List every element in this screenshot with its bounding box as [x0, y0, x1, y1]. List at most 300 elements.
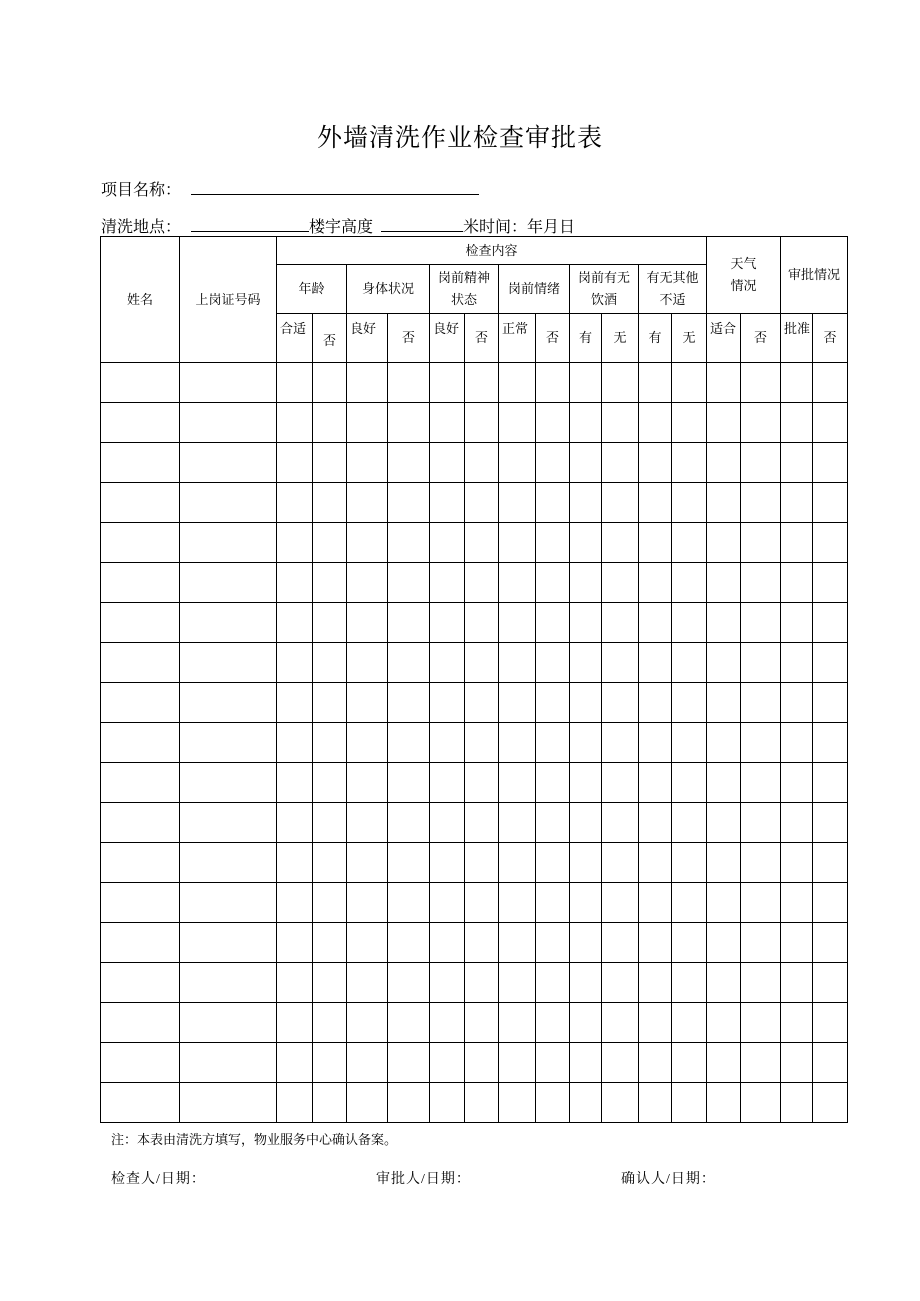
entry-cell[interactable]	[570, 563, 602, 603]
entry-cell[interactable]	[277, 603, 313, 643]
entry-cell[interactable]	[277, 1083, 313, 1123]
entry-cell[interactable]	[499, 1083, 536, 1123]
entry-cell[interactable]	[313, 923, 347, 963]
entry-cell[interactable]	[781, 763, 813, 803]
entry-cell[interactable]	[639, 643, 672, 683]
entry-cell[interactable]	[741, 883, 781, 923]
entry-cell[interactable]	[180, 963, 277, 1003]
entry-cell[interactable]	[180, 843, 277, 883]
entry-cell[interactable]	[388, 923, 430, 963]
entry-cell[interactable]	[180, 803, 277, 843]
entry-cell[interactable]	[430, 563, 465, 603]
entry-cell[interactable]	[536, 363, 570, 403]
entry-cell[interactable]	[707, 643, 741, 683]
entry-cell[interactable]	[388, 763, 430, 803]
entry-cell[interactable]	[499, 803, 536, 843]
entry-cell[interactable]	[388, 483, 430, 523]
entry-cell[interactable]	[430, 923, 465, 963]
entry-cell[interactable]	[347, 363, 388, 403]
entry-cell[interactable]	[570, 683, 602, 723]
entry-cell[interactable]	[388, 1083, 430, 1123]
entry-cell[interactable]	[741, 603, 781, 643]
entry-cell[interactable]	[347, 683, 388, 723]
entry-cell[interactable]	[347, 803, 388, 843]
entry-cell[interactable]	[347, 603, 388, 643]
entry-cell[interactable]	[781, 803, 813, 843]
entry-cell[interactable]	[602, 923, 639, 963]
entry-cell[interactable]	[741, 523, 781, 563]
entry-cell[interactable]	[347, 963, 388, 1003]
entry-cell[interactable]	[672, 363, 707, 403]
entry-cell[interactable]	[741, 963, 781, 1003]
entry-cell[interactable]	[277, 803, 313, 843]
entry-cell[interactable]	[313, 763, 347, 803]
entry-cell[interactable]	[781, 923, 813, 963]
entry-cell[interactable]	[707, 403, 741, 443]
entry-cell[interactable]	[672, 1083, 707, 1123]
entry-cell[interactable]	[499, 683, 536, 723]
entry-cell[interactable]	[813, 723, 848, 763]
entry-cell[interactable]	[101, 483, 180, 523]
entry-cell[interactable]	[672, 483, 707, 523]
entry-cell[interactable]	[813, 563, 848, 603]
entry-cell[interactable]	[180, 603, 277, 643]
entry-cell[interactable]	[813, 1083, 848, 1123]
entry-cell[interactable]	[570, 843, 602, 883]
entry-cell[interactable]	[499, 1003, 536, 1043]
entry-cell[interactable]	[101, 683, 180, 723]
entry-cell[interactable]	[388, 563, 430, 603]
entry-cell[interactable]	[639, 563, 672, 603]
entry-cell[interactable]	[499, 843, 536, 883]
entry-cell[interactable]	[430, 403, 465, 443]
entry-cell[interactable]	[313, 683, 347, 723]
entry-cell[interactable]	[570, 763, 602, 803]
entry-cell[interactable]	[813, 683, 848, 723]
entry-cell[interactable]	[347, 403, 388, 443]
entry-cell[interactable]	[707, 523, 741, 563]
entry-cell[interactable]	[741, 363, 781, 403]
entry-cell[interactable]	[781, 723, 813, 763]
entry-cell[interactable]	[499, 883, 536, 923]
entry-cell[interactable]	[388, 443, 430, 483]
entry-cell[interactable]	[813, 763, 848, 803]
entry-cell[interactable]	[388, 803, 430, 843]
entry-cell[interactable]	[277, 483, 313, 523]
entry-cell[interactable]	[465, 803, 499, 843]
entry-cell[interactable]	[570, 443, 602, 483]
entry-cell[interactable]	[741, 923, 781, 963]
entry-cell[interactable]	[741, 563, 781, 603]
entry-cell[interactable]	[465, 843, 499, 883]
entry-cell[interactable]	[465, 603, 499, 643]
entry-cell[interactable]	[602, 363, 639, 403]
entry-cell[interactable]	[602, 603, 639, 643]
entry-cell[interactable]	[499, 643, 536, 683]
entry-cell[interactable]	[741, 443, 781, 483]
entry-cell[interactable]	[313, 523, 347, 563]
entry-cell[interactable]	[672, 963, 707, 1003]
entry-cell[interactable]	[499, 763, 536, 803]
entry-cell[interactable]	[277, 723, 313, 763]
entry-cell[interactable]	[707, 1083, 741, 1123]
entry-cell[interactable]	[499, 723, 536, 763]
entry-cell[interactable]	[536, 683, 570, 723]
entry-cell[interactable]	[536, 1083, 570, 1123]
entry-cell[interactable]	[499, 443, 536, 483]
entry-cell[interactable]	[430, 523, 465, 563]
entry-cell[interactable]	[672, 723, 707, 763]
entry-cell[interactable]	[602, 523, 639, 563]
entry-cell[interactable]	[707, 763, 741, 803]
entry-cell[interactable]	[639, 843, 672, 883]
entry-cell[interactable]	[707, 443, 741, 483]
entry-cell[interactable]	[707, 1003, 741, 1043]
entry-cell[interactable]	[639, 1003, 672, 1043]
entry-cell[interactable]	[313, 843, 347, 883]
entry-cell[interactable]	[430, 443, 465, 483]
entry-cell[interactable]	[570, 603, 602, 643]
entry-cell[interactable]	[465, 483, 499, 523]
entry-cell[interactable]	[388, 403, 430, 443]
entry-cell[interactable]	[388, 603, 430, 643]
entry-cell[interactable]	[101, 883, 180, 923]
entry-cell[interactable]	[101, 403, 180, 443]
entry-cell[interactable]	[707, 923, 741, 963]
entry-cell[interactable]	[180, 523, 277, 563]
entry-cell[interactable]	[465, 523, 499, 563]
entry-cell[interactable]	[781, 403, 813, 443]
entry-cell[interactable]	[741, 403, 781, 443]
entry-cell[interactable]	[639, 1083, 672, 1123]
entry-cell[interactable]	[465, 1083, 499, 1123]
entry-cell[interactable]	[536, 883, 570, 923]
entry-cell[interactable]	[388, 523, 430, 563]
entry-cell[interactable]	[602, 403, 639, 443]
height-field[interactable]	[381, 215, 463, 232]
entry-cell[interactable]	[430, 1083, 465, 1123]
entry-cell[interactable]	[430, 483, 465, 523]
entry-cell[interactable]	[101, 603, 180, 643]
entry-cell[interactable]	[639, 763, 672, 803]
entry-cell[interactable]	[277, 923, 313, 963]
entry-cell[interactable]	[536, 483, 570, 523]
entry-cell[interactable]	[101, 923, 180, 963]
entry-cell[interactable]	[180, 403, 277, 443]
entry-cell[interactable]	[570, 803, 602, 843]
entry-cell[interactable]	[570, 403, 602, 443]
entry-cell[interactable]	[180, 1003, 277, 1043]
entry-cell[interactable]	[781, 843, 813, 883]
entry-cell[interactable]	[741, 483, 781, 523]
entry-cell[interactable]	[180, 883, 277, 923]
entry-cell[interactable]	[499, 1043, 536, 1083]
entry-cell[interactable]	[570, 483, 602, 523]
entry-cell[interactable]	[180, 723, 277, 763]
entry-cell[interactable]	[813, 403, 848, 443]
entry-cell[interactable]	[101, 563, 180, 603]
entry-cell[interactable]	[781, 443, 813, 483]
entry-cell[interactable]	[781, 963, 813, 1003]
entry-cell[interactable]	[602, 843, 639, 883]
entry-cell[interactable]	[499, 923, 536, 963]
entry-cell[interactable]	[741, 723, 781, 763]
entry-cell[interactable]	[180, 563, 277, 603]
entry-cell[interactable]	[672, 443, 707, 483]
entry-cell[interactable]	[707, 803, 741, 843]
entry-cell[interactable]	[707, 363, 741, 403]
entry-cell[interactable]	[430, 723, 465, 763]
entry-cell[interactable]	[313, 963, 347, 1003]
entry-cell[interactable]	[813, 483, 848, 523]
entry-cell[interactable]	[602, 763, 639, 803]
entry-cell[interactable]	[672, 603, 707, 643]
entry-cell[interactable]	[277, 963, 313, 1003]
entry-cell[interactable]	[741, 803, 781, 843]
entry-cell[interactable]	[536, 523, 570, 563]
entry-cell[interactable]	[430, 1003, 465, 1043]
entry-cell[interactable]	[430, 683, 465, 723]
entry-cell[interactable]	[536, 963, 570, 1003]
entry-cell[interactable]	[465, 723, 499, 763]
entry-cell[interactable]	[570, 363, 602, 403]
entry-cell[interactable]	[639, 603, 672, 643]
entry-cell[interactable]	[277, 363, 313, 403]
entry-cell[interactable]	[672, 1043, 707, 1083]
entry-cell[interactable]	[741, 843, 781, 883]
entry-cell[interactable]	[781, 363, 813, 403]
entry-cell[interactable]	[101, 523, 180, 563]
entry-cell[interactable]	[536, 643, 570, 683]
entry-cell[interactable]	[602, 1083, 639, 1123]
entry-cell[interactable]	[180, 1083, 277, 1123]
entry-cell[interactable]	[277, 843, 313, 883]
entry-cell[interactable]	[602, 443, 639, 483]
entry-cell[interactable]	[388, 1043, 430, 1083]
entry-cell[interactable]	[465, 1003, 499, 1043]
entry-cell[interactable]	[277, 563, 313, 603]
entry-cell[interactable]	[602, 643, 639, 683]
entry-cell[interactable]	[781, 483, 813, 523]
entry-cell[interactable]	[672, 563, 707, 603]
entry-cell[interactable]	[313, 563, 347, 603]
entry-cell[interactable]	[707, 563, 741, 603]
entry-cell[interactable]	[277, 643, 313, 683]
entry-cell[interactable]	[781, 683, 813, 723]
entry-cell[interactable]	[707, 723, 741, 763]
entry-cell[interactable]	[277, 403, 313, 443]
entry-cell[interactable]	[813, 1003, 848, 1043]
entry-cell[interactable]	[347, 443, 388, 483]
entry-cell[interactable]	[781, 1003, 813, 1043]
entry-cell[interactable]	[672, 803, 707, 843]
entry-cell[interactable]	[465, 1043, 499, 1083]
entry-cell[interactable]	[672, 763, 707, 803]
entry-cell[interactable]	[813, 923, 848, 963]
entry-cell[interactable]	[570, 923, 602, 963]
entry-cell[interactable]	[781, 643, 813, 683]
entry-cell[interactable]	[313, 643, 347, 683]
entry-cell[interactable]	[430, 803, 465, 843]
entry-cell[interactable]	[313, 723, 347, 763]
entry-cell[interactable]	[639, 1043, 672, 1083]
entry-cell[interactable]	[781, 1083, 813, 1123]
entry-cell[interactable]	[672, 883, 707, 923]
entry-cell[interactable]	[430, 643, 465, 683]
entry-cell[interactable]	[430, 363, 465, 403]
entry-cell[interactable]	[465, 563, 499, 603]
entry-cell[interactable]	[388, 723, 430, 763]
entry-cell[interactable]	[430, 603, 465, 643]
entry-cell[interactable]	[639, 803, 672, 843]
entry-cell[interactable]	[536, 443, 570, 483]
entry-cell[interactable]	[313, 803, 347, 843]
entry-cell[interactable]	[536, 803, 570, 843]
entry-cell[interactable]	[101, 1083, 180, 1123]
entry-cell[interactable]	[672, 403, 707, 443]
entry-cell[interactable]	[313, 443, 347, 483]
entry-cell[interactable]	[639, 883, 672, 923]
entry-cell[interactable]	[639, 523, 672, 563]
entry-cell[interactable]	[101, 363, 180, 403]
entry-cell[interactable]	[388, 683, 430, 723]
entry-cell[interactable]	[180, 763, 277, 803]
entry-cell[interactable]	[536, 403, 570, 443]
entry-cell[interactable]	[602, 963, 639, 1003]
entry-cell[interactable]	[180, 923, 277, 963]
entry-cell[interactable]	[499, 563, 536, 603]
entry-cell[interactable]	[101, 843, 180, 883]
entry-cell[interactable]	[180, 643, 277, 683]
entry-cell[interactable]	[313, 603, 347, 643]
entry-cell[interactable]	[277, 443, 313, 483]
entry-cell[interactable]	[388, 843, 430, 883]
entry-cell[interactable]	[813, 963, 848, 1003]
entry-cell[interactable]	[781, 563, 813, 603]
entry-cell[interactable]	[180, 363, 277, 403]
entry-cell[interactable]	[707, 603, 741, 643]
entry-cell[interactable]	[813, 523, 848, 563]
entry-cell[interactable]	[536, 563, 570, 603]
entry-cell[interactable]	[570, 963, 602, 1003]
entry-cell[interactable]	[465, 883, 499, 923]
entry-cell[interactable]	[536, 843, 570, 883]
entry-cell[interactable]	[277, 683, 313, 723]
entry-cell[interactable]	[347, 843, 388, 883]
entry-cell[interactable]	[430, 763, 465, 803]
location-field[interactable]	[191, 215, 309, 232]
entry-cell[interactable]	[277, 1003, 313, 1043]
entry-cell[interactable]	[499, 963, 536, 1003]
entry-cell[interactable]	[499, 403, 536, 443]
entry-cell[interactable]	[347, 643, 388, 683]
entry-cell[interactable]	[347, 1043, 388, 1083]
entry-cell[interactable]	[465, 963, 499, 1003]
entry-cell[interactable]	[741, 1083, 781, 1123]
entry-cell[interactable]	[781, 883, 813, 923]
entry-cell[interactable]	[707, 1043, 741, 1083]
entry-cell[interactable]	[347, 563, 388, 603]
entry-cell[interactable]	[277, 883, 313, 923]
entry-cell[interactable]	[570, 1003, 602, 1043]
entry-cell[interactable]	[180, 1043, 277, 1083]
entry-cell[interactable]	[813, 1043, 848, 1083]
entry-cell[interactable]	[536, 603, 570, 643]
entry-cell[interactable]	[388, 963, 430, 1003]
entry-cell[interactable]	[639, 443, 672, 483]
entry-cell[interactable]	[741, 1043, 781, 1083]
entry-cell[interactable]	[101, 763, 180, 803]
entry-cell[interactable]	[639, 683, 672, 723]
entry-cell[interactable]	[741, 1003, 781, 1043]
entry-cell[interactable]	[430, 963, 465, 1003]
entry-cell[interactable]	[388, 363, 430, 403]
entry-cell[interactable]	[707, 843, 741, 883]
entry-cell[interactable]	[639, 723, 672, 763]
entry-cell[interactable]	[388, 643, 430, 683]
entry-cell[interactable]	[180, 683, 277, 723]
entry-cell[interactable]	[672, 1003, 707, 1043]
entry-cell[interactable]	[430, 843, 465, 883]
entry-cell[interactable]	[602, 483, 639, 523]
entry-cell[interactable]	[570, 1083, 602, 1123]
entry-cell[interactable]	[347, 483, 388, 523]
entry-cell[interactable]	[465, 643, 499, 683]
entry-cell[interactable]	[101, 643, 180, 683]
entry-cell[interactable]	[639, 963, 672, 1003]
entry-cell[interactable]	[465, 763, 499, 803]
entry-cell[interactable]	[672, 923, 707, 963]
entry-cell[interactable]	[347, 1083, 388, 1123]
entry-cell[interactable]	[277, 763, 313, 803]
entry-cell[interactable]	[672, 683, 707, 723]
entry-cell[interactable]	[672, 843, 707, 883]
entry-cell[interactable]	[639, 923, 672, 963]
entry-cell[interactable]	[101, 723, 180, 763]
entry-cell[interactable]	[639, 483, 672, 523]
project-name-field[interactable]	[191, 178, 479, 195]
entry-cell[interactable]	[813, 643, 848, 683]
entry-cell[interactable]	[499, 363, 536, 403]
entry-cell[interactable]	[602, 1003, 639, 1043]
entry-cell[interactable]	[602, 883, 639, 923]
entry-cell[interactable]	[602, 803, 639, 843]
entry-cell[interactable]	[570, 1043, 602, 1083]
entry-cell[interactable]	[465, 363, 499, 403]
entry-cell[interactable]	[313, 403, 347, 443]
entry-cell[interactable]	[101, 803, 180, 843]
entry-cell[interactable]	[101, 1043, 180, 1083]
entry-cell[interactable]	[465, 923, 499, 963]
entry-cell[interactable]	[813, 883, 848, 923]
entry-cell[interactable]	[536, 723, 570, 763]
entry-cell[interactable]	[101, 443, 180, 483]
entry-cell[interactable]	[781, 1043, 813, 1083]
entry-cell[interactable]	[813, 603, 848, 643]
entry-cell[interactable]	[277, 1043, 313, 1083]
entry-cell[interactable]	[430, 1043, 465, 1083]
entry-cell[interactable]	[602, 683, 639, 723]
entry-cell[interactable]	[639, 363, 672, 403]
entry-cell[interactable]	[388, 883, 430, 923]
entry-cell[interactable]	[101, 963, 180, 1003]
entry-cell[interactable]	[499, 603, 536, 643]
entry-cell[interactable]	[672, 643, 707, 683]
entry-cell[interactable]	[465, 683, 499, 723]
entry-cell[interactable]	[781, 523, 813, 563]
entry-cell[interactable]	[536, 1003, 570, 1043]
entry-cell[interactable]	[313, 883, 347, 923]
